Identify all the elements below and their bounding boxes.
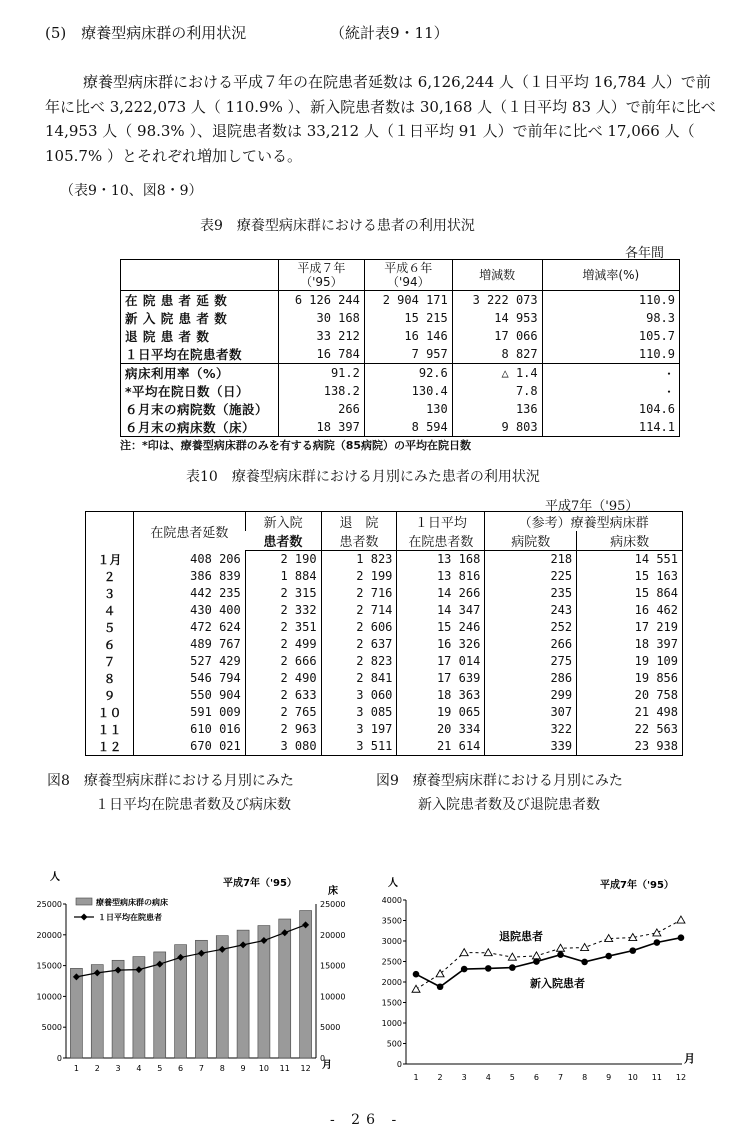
table10-cell: 2 332 — [245, 602, 321, 619]
fig8-y-tick-right: 5000 — [320, 1023, 341, 1033]
fig8-x-tick: 10 — [258, 1064, 270, 1073]
table10-month: １月 — [97, 552, 122, 567]
fig9-x-tick: 7 — [557, 1073, 564, 1082]
fig8-y-tick-left: 20000 — [36, 930, 62, 940]
table10-cell: 3 080 — [245, 738, 321, 756]
fig9-title: 平成7年（'95） — [600, 880, 674, 891]
table10-unit-note: 平成7年（'95） — [545, 499, 639, 514]
table10-header-cell: 在院患者延数 — [133, 512, 245, 551]
table10-cell: 546 794 — [133, 670, 245, 687]
table10-cell: 472 624 — [133, 619, 245, 636]
table9-cell: 110.9 — [542, 291, 679, 310]
table10-cell: 442 235 — [133, 585, 245, 602]
table9-cell: 8 594 — [364, 418, 452, 437]
fig9-discharge-point — [653, 929, 661, 936]
section-ref: （統計表9・11） — [330, 24, 449, 42]
fig9-x-tick: 5 — [509, 1073, 515, 1082]
fig9-y-tick: 3500 — [381, 916, 402, 926]
table10-row — [86, 687, 683, 704]
fig9-label-admission: 新入院患者 — [530, 977, 585, 990]
table10-cell: 14 551 — [577, 551, 683, 568]
fig8-right-unit: 床 — [328, 886, 338, 897]
table10-cell: 18 363 — [397, 687, 485, 704]
table9-cell: 105.7 — [542, 327, 679, 345]
fig8-legend-bar-swatch — [76, 898, 92, 905]
table9-caption: 表9 療養型病床群における患者の利用状況 — [200, 218, 475, 234]
table10-header-cell: 新入院 — [245, 512, 321, 532]
fig8-x-tick: 12 — [300, 1064, 311, 1073]
fig9-caption-line1: 図9 療養型病床群における月別にみた — [376, 773, 623, 789]
table9-cell: 136 — [452, 400, 542, 418]
table10-month: ５ — [103, 620, 116, 635]
fig9-chart — [372, 868, 702, 1088]
table10-header-cell: 退 院 — [321, 512, 397, 532]
fig8-y-tick-right: 20000 — [320, 930, 346, 940]
fig9-admission-point — [629, 947, 636, 954]
table10-cell: 14 266 — [397, 585, 485, 602]
fig9-discharge-point — [412, 985, 420, 992]
table10-month: ８ — [103, 671, 116, 686]
table9-header-cell: 平成６年 （'94） — [364, 260, 452, 291]
table9-cell: 18 397 — [278, 418, 364, 437]
table9-cell: 2 904 171 — [364, 291, 452, 310]
table10-month: ３ — [103, 586, 116, 601]
fig8-bar — [154, 952, 166, 1058]
fig8-bar — [258, 926, 270, 1058]
table9-cell: 6 126 244 — [278, 291, 364, 310]
fig9-x-tick: 9 — [606, 1073, 612, 1082]
fig9-discharge-point — [581, 944, 589, 951]
fig9-x-tick: 6 — [533, 1073, 539, 1082]
table10-month: １２ — [97, 739, 122, 754]
table10-cell: 13 168 — [397, 551, 485, 568]
page-number: - 26 - — [330, 1112, 403, 1128]
table10-cell: 3 197 — [321, 721, 397, 738]
fig9-y-tick: 1500 — [381, 998, 402, 1008]
fig9-y-tick: 0 — [396, 1060, 402, 1069]
fig9-x-tick: 8 — [582, 1073, 588, 1082]
fig8-y-tick-right: 0 — [320, 1054, 326, 1063]
table10-cell: 13 816 — [397, 568, 485, 585]
fig8-bar — [175, 945, 187, 1058]
table9-row-label: 退 院 患 者 数 — [125, 329, 210, 344]
table9-row — [121, 345, 680, 364]
table10-cell: 670 021 — [133, 738, 245, 756]
table10-cell: 2 841 — [321, 670, 397, 687]
fig8-caption-line2: １日平均在院患者数及び病床数 — [95, 797, 291, 813]
fig9-x-tick: 10 — [627, 1073, 638, 1082]
table9-cell: 30 168 — [278, 309, 364, 327]
table10-month: ６ — [103, 637, 116, 652]
fig9-y-tick: 1000 — [381, 1019, 402, 1028]
table10-cell: 243 — [485, 602, 577, 619]
summary-paragraph: 療養型病床群における平成７年の在院患者延数は 6,126,244 人（１日平均 16,784 人）で前年に比べ 3,222,073 人（ 110.9% ）、新入院患者数は 30,168 人（１日平均 83 人）で前年に比べ 14,953 人（ 98.3% ）、退院患者数は 33,212 人（１日平均 91 人）で前年に比べ 17,066 人（ 105.7% ）とそれぞれ増加している。 — [45, 73, 716, 165]
fig9-x-unit: 月 — [684, 1052, 695, 1065]
table10-subheader-cell: 患者数 — [321, 531, 397, 551]
table10-cell: 21 614 — [397, 738, 485, 756]
fig8-bar — [279, 919, 291, 1058]
table10-cell: 1 884 — [245, 568, 321, 585]
table9-note: 注：*印は、療養型病床群のみを有する病院（85病院）の平均在院日数 — [120, 439, 472, 452]
table10-cell: 252 — [485, 619, 577, 636]
fig8-x-tick: 5 — [157, 1064, 163, 1073]
fig8-y-tick-left: 10000 — [36, 992, 62, 1002]
fig8-x-tick: 8 — [219, 1064, 225, 1073]
table9-row-label: *平均在院日数（日） — [125, 384, 250, 399]
table10-cell: 266 — [485, 636, 577, 653]
table9-row — [121, 309, 680, 327]
fig8-bar — [91, 965, 103, 1058]
fig9-label-discharge: 退院患者 — [499, 930, 543, 943]
table10-cell: 430 400 — [133, 602, 245, 619]
table10-cell: 14 347 — [397, 602, 485, 619]
table10-cell: 2 606 — [321, 619, 397, 636]
table9-cell: 98.3 — [542, 309, 679, 327]
table10-cell: 22 563 — [577, 721, 683, 738]
table10-cell: 408 206 — [133, 551, 245, 568]
fig9-admission-point — [533, 958, 540, 965]
fig9-y-tick: 3000 — [381, 937, 402, 946]
table10-subheader-cell: 在院患者数 — [397, 531, 485, 551]
fig9-admission-point — [678, 934, 685, 941]
table10-row — [86, 653, 683, 670]
table10-row — [86, 704, 683, 721]
table10-month: ４ — [103, 603, 116, 618]
fig9-y-tick: 2000 — [381, 978, 402, 987]
fig9-caption-line2: 新入院患者数及び退院患者数 — [418, 797, 600, 813]
table9-unit-note: 各年間 — [625, 246, 665, 261]
table10-cell: 15 163 — [577, 568, 683, 585]
table9-row-label: ６月末の病院数（施設） — [125, 402, 269, 417]
table10-month: ２ — [103, 569, 116, 584]
table9-cell: 17 066 — [452, 327, 542, 345]
table9-row — [121, 400, 680, 418]
table10-subheader-cell: 患者数 — [245, 531, 321, 551]
table10-caption: 表10 療養型病床群における月別にみた患者の利用状況 — [186, 469, 540, 485]
table10-cell: 16 326 — [397, 636, 485, 653]
fig9-discharge-point — [557, 944, 565, 951]
table10-cell: 591 009 — [133, 704, 245, 721]
table9-cell: 138.2 — [278, 382, 364, 400]
table9-header-cell — [121, 260, 279, 291]
table10-month: １１ — [97, 722, 122, 737]
fig8-x-tick: 3 — [115, 1064, 121, 1073]
fig8-y-tick-left: 5000 — [41, 1023, 62, 1033]
table10-cell: 550 904 — [133, 687, 245, 704]
fig9-x-tick: 11 — [651, 1073, 662, 1082]
table9-cell: 104.6 — [542, 400, 679, 418]
fig8-line — [76, 925, 305, 977]
fig8-x-tick: 2 — [94, 1064, 100, 1073]
table10-cell: 17 219 — [577, 619, 683, 636]
table10-cell: 2 499 — [245, 636, 321, 653]
section-title: (5) 療養型病床群の利用状況 — [45, 24, 247, 42]
table10-header-reference: （参考）療養型病床群 — [485, 512, 683, 532]
fig9-discharge-point — [532, 952, 540, 959]
fig8-x-tick: 11 — [279, 1064, 290, 1073]
table10-cell: 2 351 — [245, 619, 321, 636]
table10-row — [86, 738, 683, 756]
fig9-discharge-point — [677, 916, 685, 923]
table10-cell: 2 490 — [245, 670, 321, 687]
table9-row-label: 病床利用率（%） — [121, 364, 279, 383]
table10-header-cell — [86, 512, 134, 551]
fig8-y-tick-left: 0 — [56, 1054, 62, 1063]
table9-cell: 110.9 — [542, 345, 679, 364]
table9-row-label: ６月末の病床数（床） — [125, 420, 256, 435]
table9-cell: ・ — [542, 364, 679, 383]
fig9-admission-point — [605, 953, 612, 960]
table10-cell: 489 767 — [133, 636, 245, 653]
table9-row-label: 新 入 院 患 者 数 — [125, 311, 228, 326]
table10-cell: 2 823 — [321, 653, 397, 670]
table9-cell: 16 784 — [278, 345, 364, 364]
fig9-admission-point — [509, 964, 516, 971]
fig9-y-tick: 2500 — [381, 957, 402, 967]
fig9-x-tick: 4 — [485, 1073, 491, 1082]
table9-cell: △ 1.4 — [452, 364, 542, 383]
table10-cell: 2 716 — [321, 585, 397, 602]
table9-cell: 9 803 — [452, 418, 542, 437]
fig8-chart — [28, 868, 358, 1088]
fig9-admission-point — [485, 965, 492, 972]
table10-cell: 339 — [485, 738, 577, 756]
table10-cell: 20 758 — [577, 687, 683, 704]
table10-cell: 286 — [485, 670, 577, 687]
table9-row — [121, 327, 680, 345]
fig9-admission-point — [581, 959, 588, 966]
table9-cell: 92.6 — [364, 364, 452, 383]
fig8-y-tick-left: 15000 — [36, 961, 62, 971]
table10-cell: 3 085 — [321, 704, 397, 721]
table10-cell: 2 765 — [245, 704, 321, 721]
fig8-left-unit: 人 — [50, 872, 60, 883]
fig8-title: 平成7年（'95） — [223, 878, 297, 889]
table10-cell: 15 246 — [397, 619, 485, 636]
fig8-bar — [216, 936, 228, 1058]
table10-cell: 23 938 — [577, 738, 683, 756]
fig8-y-tick-right: 15000 — [320, 961, 346, 971]
table10-month: １０ — [97, 705, 122, 720]
table10-cell: 386 839 — [133, 568, 245, 585]
table10-cell: 307 — [485, 704, 577, 721]
table9-cell: 7 957 — [364, 345, 452, 364]
fig8-legend-line-label: １日平均在院患者 — [98, 913, 162, 922]
fig8-bar — [300, 911, 312, 1058]
table10-cell: 218 — [485, 551, 577, 568]
table10-cell: 15 864 — [577, 585, 683, 602]
table10-cell: 20 334 — [397, 721, 485, 738]
table10-cell: 3 511 — [321, 738, 397, 756]
fig8-legend-bar-label: 療養型病床群の病床 — [96, 898, 168, 907]
table10-cell: 299 — [485, 687, 577, 704]
table10-month: ９ — [103, 688, 116, 703]
table9-cell: ・ — [542, 382, 679, 400]
table10-cell: 2 199 — [321, 568, 397, 585]
table10-cell: 322 — [485, 721, 577, 738]
table9-cell: 3 222 073 — [452, 291, 542, 310]
table9-row — [121, 418, 680, 437]
fig9-x-tick: 2 — [437, 1073, 443, 1082]
table10-cell: 2 637 — [321, 636, 397, 653]
table10-cell: 2 190 — [245, 551, 321, 568]
fig8-caption-line1: 図8 療養型病床群における月別にみた — [47, 773, 294, 789]
table9-header-cell: 平成７年 （'95） — [278, 260, 364, 291]
table10-cell: 235 — [485, 585, 577, 602]
table10-row — [86, 636, 683, 653]
table9-cell: 14 953 — [452, 309, 542, 327]
fig9-admission-point — [461, 966, 468, 973]
fig9-y-unit: 人 — [388, 878, 398, 889]
table10-row — [86, 568, 683, 585]
fig8-x-tick: 1 — [73, 1064, 79, 1073]
table10-row — [86, 602, 683, 619]
fig9-x-tick: 3 — [461, 1073, 467, 1082]
table10-row — [86, 585, 683, 602]
fig9-x-tick: 12 — [675, 1073, 687, 1082]
fig9-admission-point — [557, 951, 564, 958]
fig8-bar — [112, 960, 124, 1058]
fig8-y-tick-left: 25000 — [36, 900, 62, 909]
fig8-bar — [70, 968, 82, 1058]
fig8-x-tick: 4 — [136, 1064, 142, 1073]
table10-cell: 2 714 — [321, 602, 397, 619]
table10-row — [86, 670, 683, 687]
table9-cell: 15 215 — [364, 309, 452, 327]
table9-row-label: 在 院 患 者 延 数 — [125, 293, 228, 308]
table9-cell: 8 827 — [452, 345, 542, 364]
fig9-y-tick: 500 — [386, 1039, 402, 1049]
table10 — [85, 511, 683, 756]
table10-cell: 19 065 — [397, 704, 485, 721]
table9-cell: 114.1 — [542, 418, 679, 437]
table10-cell: 16 462 — [577, 602, 683, 619]
table10-cell: 18 397 — [577, 636, 683, 653]
table10-row — [86, 721, 683, 738]
table9-cell: 130 — [364, 400, 452, 418]
table9-row — [121, 364, 680, 383]
table9-header-cell: 増減率(%) — [542, 260, 679, 291]
table9-cell: 266 — [278, 400, 364, 418]
table10-cell: 2 633 — [245, 687, 321, 704]
table10-row — [86, 551, 683, 568]
fig9-x-tick: 1 — [413, 1073, 419, 1082]
table10-header-cell: １日平均 — [397, 512, 485, 532]
fig8-x-tick: 6 — [178, 1064, 184, 1073]
fig8-legend-line-marker — [81, 914, 88, 921]
fig9-admission-point — [437, 983, 444, 990]
table10-cell: 1 823 — [321, 551, 397, 568]
table10-cell: 2 315 — [245, 585, 321, 602]
table9-cell: 33 212 — [278, 327, 364, 345]
fig8-x-unit: 月 — [322, 1060, 332, 1071]
fig8-y-tick-right: 10000 — [320, 992, 346, 1002]
table10-cell: 275 — [485, 653, 577, 670]
fig9-y-tick: 4000 — [381, 896, 402, 905]
table10-row — [86, 619, 683, 636]
table10-cell: 17 639 — [397, 670, 485, 687]
table9-cell: 91.2 — [278, 364, 364, 383]
fig8-y-tick-right: 25000 — [320, 900, 346, 909]
table10-subheader-cell: 病院数 — [485, 531, 577, 551]
table10-cell: 19 856 — [577, 670, 683, 687]
table9-row-label: １日平均在院患者数 — [125, 347, 243, 362]
table10-month: ７ — [103, 654, 116, 669]
table9-row — [121, 291, 680, 310]
table9-cell: 130.4 — [364, 382, 452, 400]
fig9-admission-point — [413, 971, 420, 978]
fig8-x-tick: 7 — [198, 1064, 204, 1073]
table9-cell: 7.8 — [452, 382, 542, 400]
table10-cell: 527 429 — [133, 653, 245, 670]
table10-subheader-cell: 病床数 — [577, 531, 683, 551]
fig8-bar — [237, 930, 249, 1058]
table10-cell: 17 014 — [397, 653, 485, 670]
table10-cell: 2 963 — [245, 721, 321, 738]
table10-cell: 19 109 — [577, 653, 683, 670]
fig9-discharge-point — [460, 949, 468, 956]
fig8-bar — [195, 940, 207, 1058]
table10-cell: 610 016 — [133, 721, 245, 738]
table9-row — [121, 382, 680, 400]
table10-cell: 21 498 — [577, 704, 683, 721]
table9-header-cell: 増減数 — [452, 260, 542, 291]
paragraph-ref: （表9・10、図8・9） — [60, 183, 203, 199]
fig9-discharge-point — [508, 953, 516, 960]
fig9-admission-point — [654, 939, 661, 946]
fig9-discharge-point — [484, 949, 492, 956]
table10-cell: 225 — [485, 568, 577, 585]
table9-cell: 16 146 — [364, 327, 452, 345]
table10-cell: 2 666 — [245, 653, 321, 670]
table10-cell: 3 060 — [321, 687, 397, 704]
fig8-x-tick: 9 — [240, 1064, 246, 1073]
table9 — [120, 259, 680, 437]
